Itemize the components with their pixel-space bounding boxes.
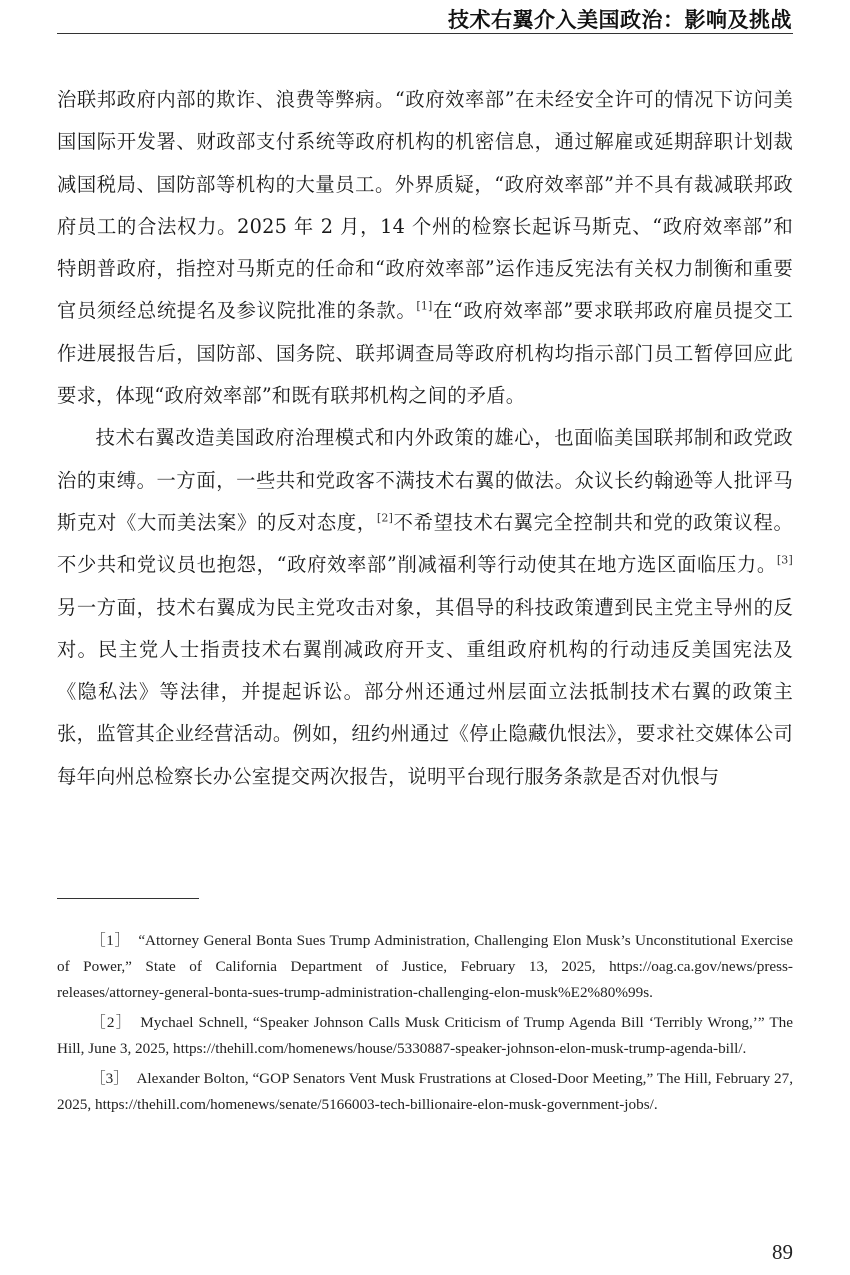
- paragraph-2: [57, 417, 793, 798]
- footnote-text: Mychael Schnell, “Speaker Johnson Calls Musk Criticism of Trump Agenda Bill ‘Terribly Wrong,’” The Hill, June 3, 2025, https://thehill.com/homenews/house/5330887-speaker-johnson-elon-musk-trump-agenda-bill/.: [57, 1014, 794, 1057]
- header-divider: [57, 33, 793, 34]
- footnote-2: [57, 1010, 793, 1062]
- paragraph-text: 治联邦政府内部的欺诈、浪费等弊病。“政府效率部”在未经安全许可的情况下访问美国国际开发署、财政部支付系统等政府机构的机密信息，通过解雇或延期辞职计划裁减国税局、国防部等机构的大量员工。外界质疑，“政府效率部”并不具有裁减联邦政府员工的合法权力。2025 年 2 月，14 个州的检察长起诉马斯克、“政府效率部”和特朗普政府，指控对马斯克的任命和“政府效率部”运作违反宪法有关权力制衡和重要官员须经总统提名及参议院批准的条款。: [57, 88, 793, 323]
- paragraph-text: 技术右翼改造美国政府治理模式和内外政策的雄心，也面临美国联邦制和政党政治的束缚。一方面，一些共和党政客不满技术右翼的做法。众议长约翰逊等人批评马斯克对《大而美法案》的反对态度，: [57, 426, 793, 534]
- paragraph-text: 在“政府效率部”要求联邦政府雇员提交工作进展报告后，国防部、国务院、联邦调查局等政府机构均指示部门员工暂停回应此要求，体现“政府效率部”和既有联邦机构之间的矛盾。: [57, 299, 793, 408]
- footnote-marker: ［3］: [90, 1070, 129, 1087]
- footnote-marker: ［2］: [90, 1014, 133, 1031]
- page-number: 89: [772, 1240, 793, 1264]
- footnote-divider: [57, 898, 199, 899]
- footnote-3: [57, 1066, 793, 1118]
- footnote-ref-3[interactable]: [3]: [776, 553, 793, 567]
- footnotes: [57, 928, 793, 1122]
- footnote-text: “Attorney General Bonta Sues Trump Administration, Challenging Elon Musk’s Unconstitutional Exercise of Power,” State of California Department of Justice, February 13, 2025, https://oag.ca.gov/news/press-releases/attorney-general-bonta-sues-trump-administration-challenging-elon-musk%E2%80%99s.: [57, 932, 793, 1001]
- paragraph-text: 另一方面，技术右翼成为民主党攻击对象，其倡导的科技政策遭到民主党主导州的反对。民主党人士指责技术右翼削减政府开支、重组政府机构的行动违反美国宪法及《隐私法》等法律，并提起诉讼。部分州还通过州层面立法抵制技术右翼的政策主张，监管其企业经营活动。例如，纽约州通过《停止隐藏仇恨法》，要求社交媒体公司每年向州总检察长办公室提交两次报告，说明平台现行服务条款是否对仇恨与: [57, 595, 793, 788]
- paragraph-text: 不希望技术右翼完全控制共和党的政策议程。不少共和党议员也抱怨，“政府效率部”削减福利等行动使其在地方选区面临压力。: [57, 510, 794, 577]
- running-title: 技术右翼介入美国政治：影响及挑战: [448, 8, 792, 32]
- footnote-ref-1[interactable]: [1]: [416, 300, 433, 314]
- footnote-1: [57, 928, 793, 1006]
- footnote-ref-2[interactable]: [2]: [376, 511, 394, 525]
- footnote-text: Alexander Bolton, “GOP Senators Vent Musk Frustrations at Closed-Door Meeting,” The Hill, February 27, 2025, https://thehill.com/homenews/senate/5166003-tech-billionaire-elon-musk-government-jobs/.: [57, 1070, 793, 1113]
- body-text: [57, 79, 793, 798]
- footnote-marker: ［1］: [90, 932, 131, 949]
- paragraph-1: [57, 79, 793, 417]
